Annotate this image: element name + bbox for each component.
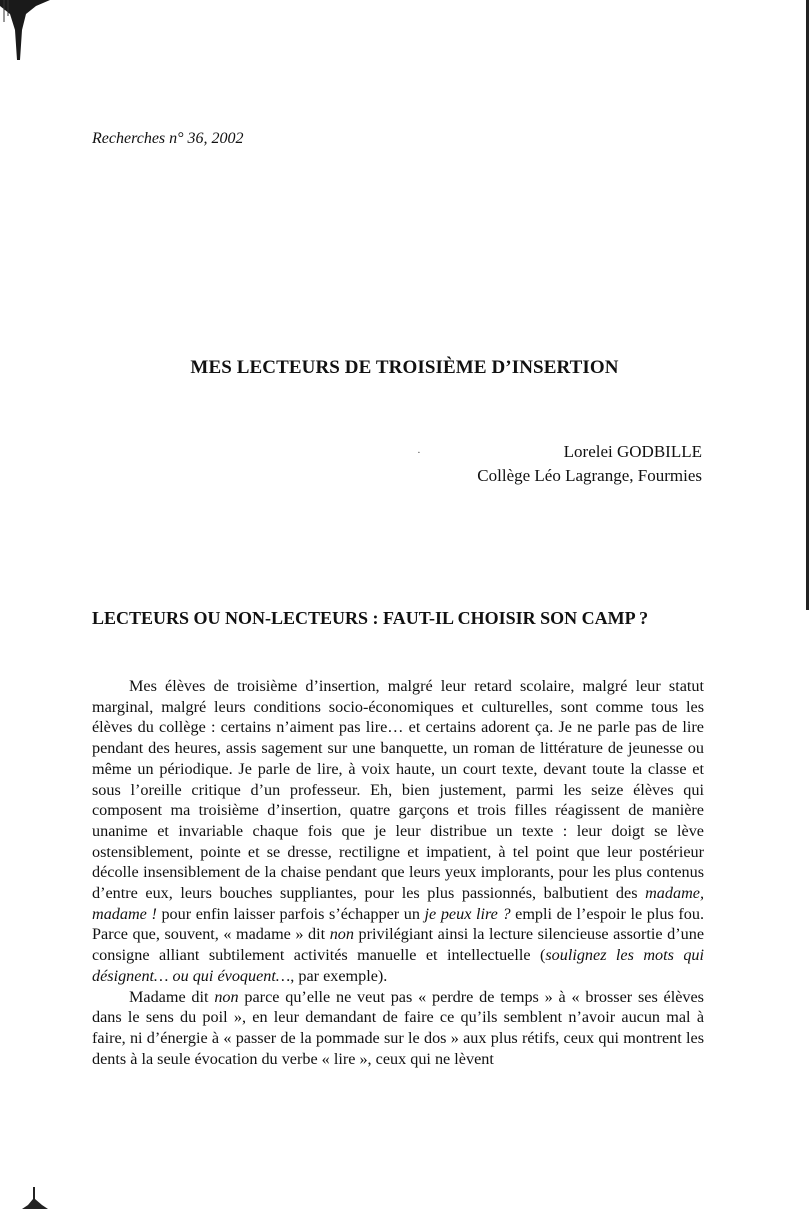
italic-run: non xyxy=(214,987,239,1006)
body-text xyxy=(92,676,704,1069)
text-run: Mes élèves de troisième d’insertion, malgré leur retard scolaire, malgré leur statut marginal, malgré leurs conditions socio-économiques et culturelles, sont comme tous les élèves du collège : certains n’aiment pas lire… et certains adorent ça. Je ne parle pas de lire pendant des heures, assis sagement sur une banquette, un roman de littérature de jeunesse ou même un périodique. Je parle de lire, à voix haute, un court texte, devant toute la classe et sous l’oreille critique d’un professeur. Eh, bien justement, parmi les seize élèves qui composent ma troisième d’insertion, quatre garçons et trois filles réagissent de manière unanime et invariable chaque fois que je leur distribue un texte : leur doigt se lève ostensiblement, pointe et se dresse, rectiligne et impatient, à tel point que leur postérieur décolle insensiblement de la chaise pendant que leurs yeux implorants, pour les plus contenus d’entre eux, leurs bouches suppliantes, pour les plus passionnés, balbutient des xyxy=(92,677,704,903)
journal-reference: Recherches n° 36, 2002 xyxy=(92,130,244,147)
text-run: pour enfin laisser parfois s’échapper un xyxy=(156,904,425,923)
article-title: MES LECTEURS DE TROISIÈME D’INSERTION xyxy=(190,357,619,378)
scan-artifact-top-left xyxy=(0,0,50,60)
text-run: parce qu’elle ne veut pas « perdre de temps » à « brosser ses élèves dans le sens du poil », en leur demandant de faire ce qu’ils semblent n’avoir aucun mal à faire, ni d’énergie à « passer de la pommade sur le dos » aux plus rétifs, ceux qui montrent les dents à la seule évocation du verbe « lire », ceux qui ne lèvent xyxy=(92,987,704,1068)
author-name: Lorelei GODBILLE xyxy=(563,442,702,461)
text-run: empli de l’espoir le plus fou. Parce que, souvent, « madame » dit xyxy=(92,904,704,944)
text-run: privilégiant ainsi la lecture silencieuse assortie d’une consigne alliant subtilement activités manuelle et intellectuelle ( xyxy=(92,925,704,965)
text-run: , par exemple). xyxy=(290,966,388,985)
byline xyxy=(417,440,702,488)
text-run: Madame dit xyxy=(129,987,215,1006)
italic-run: je peux lire ? xyxy=(424,904,511,923)
paragraph-2 xyxy=(92,987,704,1070)
scan-artifact-bottom-left xyxy=(22,1187,48,1209)
section-heading: LECTEURS OU NON-LECTEURS : FAUT-IL CHOISIR SON CAMP ? xyxy=(92,608,649,628)
paragraph-1 xyxy=(92,676,704,987)
scan-speck: · xyxy=(417,448,421,459)
italic-run: soulignez les mots qui désignent… ou qui évoquent… xyxy=(92,946,704,985)
author-affiliation: Collège Léo Lagrange, Fourmies xyxy=(477,466,702,485)
italic-run: madame, madame ! xyxy=(92,884,704,923)
italic-run: non xyxy=(329,925,354,944)
